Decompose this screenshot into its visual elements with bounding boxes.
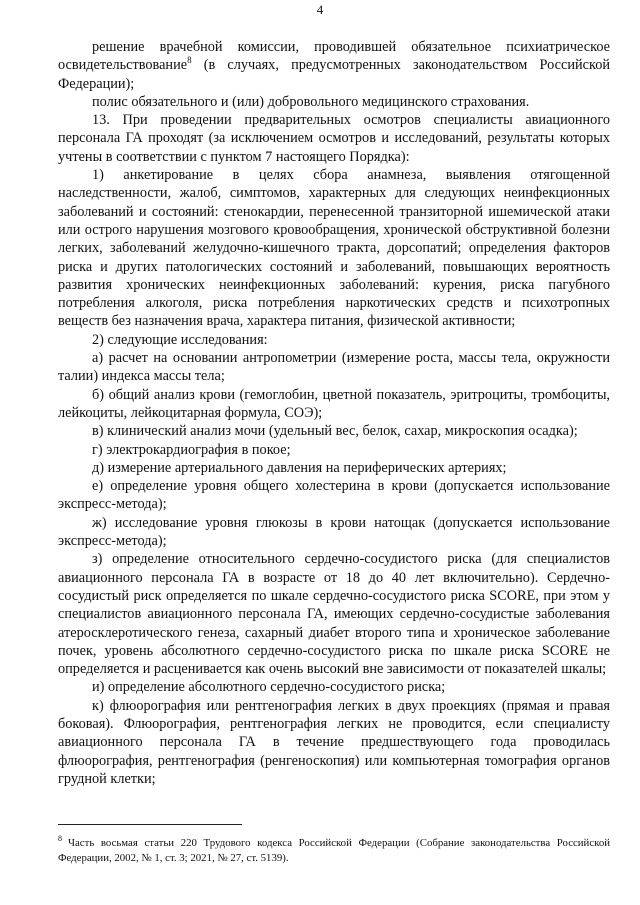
document-body	[58, 38, 610, 788]
paragraph-subitem-i: и) определение абсолютного сердечно-сосудистого риска;	[92, 679, 446, 696]
paragraph-subitem-1: 1) анкетирование в целях сбора анамнеза, выявления отягощенной наследственности, жалоб, симптомов, характерных для следующих неинфекционных заболеваний и состояний: стенокардии, перенесенной транзиторной ишемической атаки или острого нарушения мозгового кровообращения, хронической обструктивной болезни легких, заболеваний желудочно-кишечного тракта, дорсопатий; определения факторов риска и других патологических состояний и заболеваний, повышающих вероятность развития хронических неинфекционных заболеваний: курения, риска пагубного потребления алкоголя, риска потребления наркотических средств и психотропных веществ без назначения врача, характера питания, физической активности;	[58, 167, 610, 330]
paragraph-subitem-k: к) флюорография или рентгенография легких в двух проекциях (прямая и правая боковая). Флюорография, рентгенография легких не проводится, если специалисту авиационного персонала ГА в течение предшествующего года проводилась флюорография, рентгенография (ренгеноскопия) или компьютерная томография органов грудной клетки;	[58, 697, 610, 787]
footnote-divider	[58, 824, 242, 825]
page-number: 4	[316, 2, 324, 17]
paragraph-subitem-g: г) электрокардиография в покое;	[92, 441, 291, 458]
paragraph-subitem-b: б) общий анализ крови (гемоглобин, цветной показатель, эритроциты, тромбоциты, лейкоциты, лейкоцитарная формула, СОЭ);	[58, 386, 610, 421]
paragraph-subitem-e: е) определение уровня общего холестерина в крови (допускается использование экспресс-метода);	[58, 478, 610, 513]
footnote-text: Часть восьмая статьи 220 Трудового кодекса Российской Федерации (Собрание законодательства Российской Федерации, 2002, № 1, ст. 3; 2021, № 27, ст. 5139).	[58, 837, 610, 864]
paragraph-psychiatric-exam	[58, 38, 610, 93]
footnote-mark: 8	[58, 834, 62, 844]
paragraph-subitem-2: 2) следующие исследования:	[92, 331, 268, 348]
paragraph-text: (в случаях, предусмотренных законодательством Российской Федерации);	[58, 57, 610, 92]
paragraph-item-13: 13. При проведении предварительных осмотров специалисты авиационного персонала ГА проходят (за исключением осмотров и исследований, результаты которых учтены в соответствии с пунктом 7 настоящего Порядка):	[58, 112, 610, 165]
footnote-reference[interactable]: 8	[187, 55, 192, 66]
paragraph-text: решение врачебной комиссии, проводившей обязательное психиатрическое освидетельствование	[58, 39, 610, 74]
paragraph-subitem-a: а) расчет на основании антропометрии (измерение роста, массы тела, окружности талии) индекса массы тела;	[58, 350, 610, 385]
paragraph-subitem-v: в) клинический анализ мочи (удельный вес, белок, сахар, микроскопия осадка);	[92, 423, 578, 440]
paragraph-subitem-d: д) измерение артериального давления на периферических артериях;	[92, 459, 507, 476]
paragraph-insurance-policy: полис обязательного и (или) добровольного медицинского страхования.	[92, 93, 530, 110]
paragraph-subitem-z: з) определение относительного сердечно-сосудистого риска (для специалистов авиационного персонала ГА в возрасте от 18 до 40 лет включительно). Сердечно-сосудистый риск определяется по шкале сердечно-сосудистого риска SCORE, при этом у специалистов авиационного персонала ГА, имеющих сердечно-сосудистые заболевания атеросклеротического генеза, сахарный диабет второго типа и хроническое заболевание почек, уровень абсолютного сердечно-сосудистого риска по шкале риска SCORE не определяется и расценивается как очень высокий вне зависимости от показателей шкалы;	[58, 551, 610, 678]
footnote	[58, 836, 610, 866]
paragraph-subitem-zh: ж) исследование уровня глюкозы в крови натощак (допускается использование экспресс-метода);	[58, 514, 610, 550]
